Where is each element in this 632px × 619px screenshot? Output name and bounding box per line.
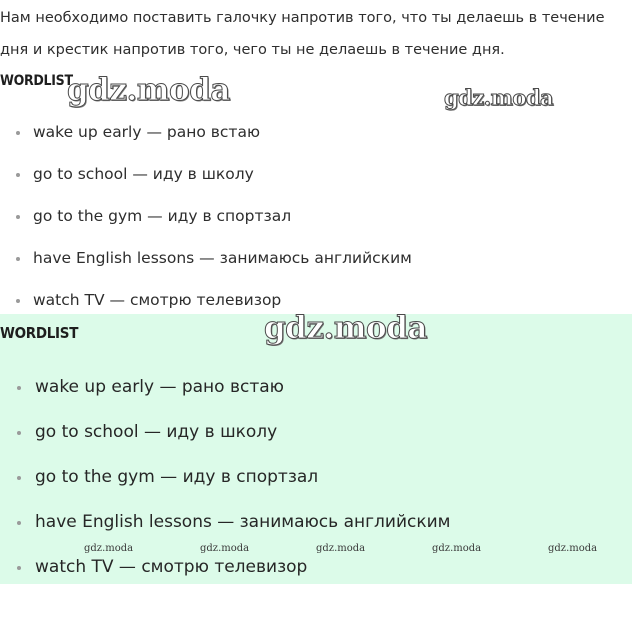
intro-line-2: дня и крестик напротив того, чего ты не делаешь в течение дня.: [0, 42, 505, 58]
wordlist-heading: WORDLIST: [0, 324, 79, 342]
list-item: [0, 118, 412, 160]
bullet-icon: [16, 131, 20, 135]
bullet-icon: [16, 299, 20, 303]
list-item-text: have English lessons — занимаюсь английским: [33, 249, 412, 267]
list-item-text: watch TV — смотрю телевизор: [35, 557, 308, 577]
bullet-icon: [17, 521, 21, 525]
bullet-icon: [16, 173, 20, 177]
wordlist-2: [0, 372, 451, 597]
watermark: gdz.moda: [264, 310, 427, 346]
bullet-icon: [17, 431, 21, 435]
bullet-icon: [16, 257, 20, 261]
bullet-icon: [17, 566, 21, 570]
intro-text: [0, 2, 632, 66]
list-item: [0, 417, 451, 462]
list-item-text: wake up early — рано встаю: [33, 123, 261, 141]
list-item: [0, 552, 451, 597]
list-item: [0, 462, 451, 507]
list-item: [0, 372, 451, 417]
watermark-small: gdz.moda: [432, 543, 482, 554]
list-item-text: have English lessons — занимаюсь английским: [35, 512, 451, 532]
watermark-small: gdz.moda: [84, 543, 134, 554]
list-item-text: go to the gym — иду в спортзал: [33, 207, 292, 225]
wordlist-1: [0, 118, 412, 328]
list-item-text: go to school — иду в школу: [35, 422, 278, 442]
list-item: [0, 244, 412, 286]
list-item-text: wake up early — рано встаю: [35, 377, 284, 397]
wordlist-heading: WORDLIST: [0, 73, 73, 89]
list-item-text: go to school — иду в школу: [33, 165, 254, 183]
bullet-icon: [16, 215, 20, 219]
watermark: gdz.moda: [444, 85, 554, 110]
bullet-icon: [17, 476, 21, 480]
bullet-icon: [17, 386, 21, 390]
watermark: gdz.moda: [67, 72, 230, 108]
watermark-small: gdz.moda: [200, 543, 250, 554]
intro-line-1: Нам необходимо поставить галочку напротив того, что ты делаешь в течение: [0, 10, 605, 26]
watermark-small: gdz.moda: [316, 543, 366, 554]
list-item-text: watch TV — смотрю телевизор: [33, 291, 282, 309]
watermark-small: gdz.moda: [548, 543, 598, 554]
list-item-text: go to the gym — иду в спортзал: [35, 467, 319, 487]
list-item: [0, 160, 412, 202]
list-item: [0, 202, 412, 244]
